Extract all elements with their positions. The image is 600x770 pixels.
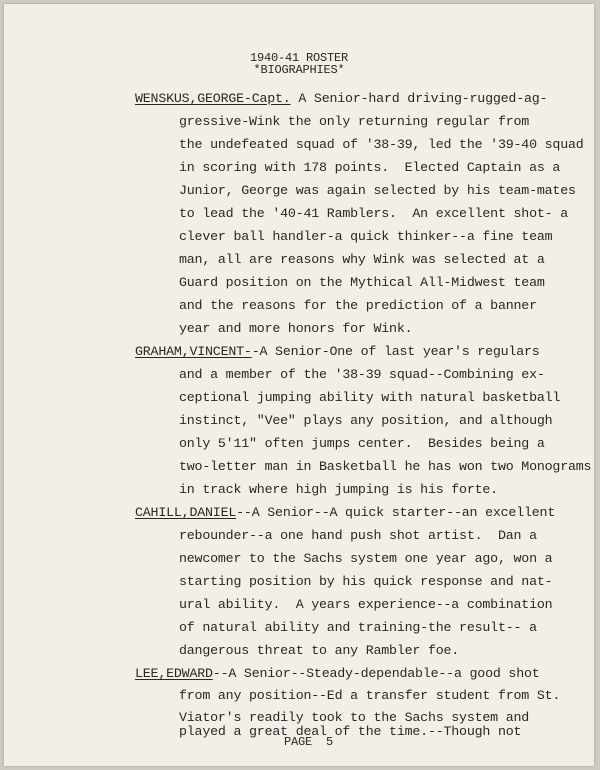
bio-line: clever ball handler-a quick thinker--a fine team	[179, 229, 553, 244]
bio-line: instinct, "Vee" plays any position, and although	[179, 413, 553, 428]
bio-text: --A Senior--Steady-dependable--a good shot	[212, 666, 540, 681]
bio-line: ural ability. A years experience--a combination	[179, 597, 553, 612]
bio-name: CAHILL,DANIEL	[135, 505, 237, 520]
bio-line: ceptional jumping ability with natural basketball	[179, 390, 561, 405]
roster-title: 1940-41 ROSTER	[249, 51, 349, 65]
document-page	[4, 4, 594, 766]
bio-line: two-letter man in Basketball he has won two Monograms	[179, 459, 592, 474]
bio-line: in scoring with 178 points. Elected Captain as a	[179, 160, 561, 175]
bio-line: to lead the '40-41 Ramblers. An excellent shot- a	[179, 206, 568, 221]
bio-line: in track where high jumping is his forte.	[179, 482, 498, 497]
bio-line: rebounder--a one hand push shot artist. Dan a	[179, 528, 537, 543]
bio-name: GRAHAM,VINCENT-	[135, 344, 252, 359]
bio-line: newcomer to the Sachs system one year ago, won a	[179, 551, 553, 566]
bio-name: WENSKUS,GEORGE-Capt.	[135, 91, 291, 106]
bio-first-line	[135, 666, 540, 682]
bio-line: Viator's readily took to the Sachs system and	[179, 710, 530, 725]
bio-line: starting position by his quick response and nat-	[179, 574, 553, 589]
bio-line: man, all are reasons why Wink was selected at a	[179, 252, 545, 267]
bio-text: A Senior-hard driving-rugged-ag-	[290, 91, 548, 106]
bio-line: only 5'11" often jumps center. Besides being a	[179, 436, 545, 451]
bio-line: Guard position on the Mythical All-Midwest team	[179, 275, 545, 290]
bio-text: --A Senior--A quick starter--an excellent	[236, 505, 556, 520]
bio-line: gressive-Wink the only returning regular from	[179, 114, 530, 129]
bio-name: LEE,EDWARD	[135, 666, 213, 681]
bio-line: played a great deal of the time.--Though not	[179, 724, 522, 739]
bio-line: the undefeated squad of '38-39, led the '39-40 squad	[179, 137, 584, 152]
page-number: PAGE 5	[284, 735, 334, 749]
biographies-subtitle: *BIOGRAPHIES*	[253, 63, 345, 77]
bio-first-line	[135, 91, 547, 107]
bio-line: from any position--Ed a transfer student from St.	[179, 688, 561, 703]
bio-first-line	[135, 505, 555, 521]
bio-line: and the reasons for the prediction of a banner	[179, 298, 537, 313]
bio-line: year and more honors for Wink.	[179, 321, 413, 336]
bio-line: dangerous threat to any Rambler foe.	[179, 643, 460, 658]
bio-line: of natural ability and training-the result-- a	[179, 620, 537, 635]
bio-text: -A Senior-One of last year's regulars	[251, 344, 540, 359]
bio-line: Junior, George was again selected by his team-mates	[179, 183, 576, 198]
bio-line: and a member of the '38-39 squad--Combining ex-	[179, 367, 545, 382]
bio-first-line	[135, 344, 540, 360]
